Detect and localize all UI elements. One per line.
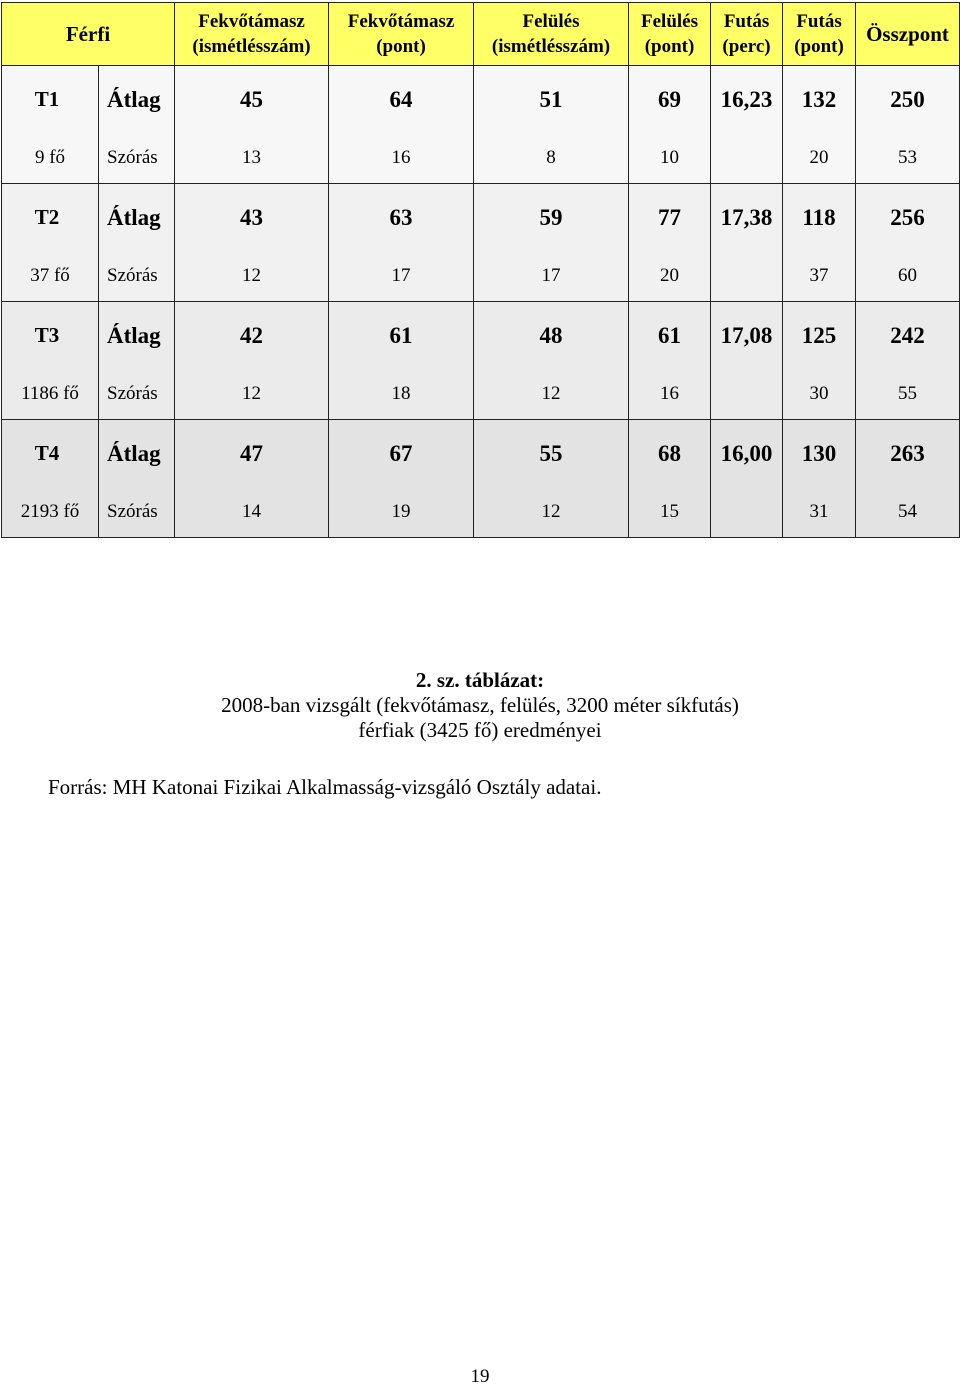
group-count: 2193 fő	[2, 487, 99, 538]
header-text: (ismétlésszám)	[192, 36, 311, 57]
table-row-sd	[2, 133, 960, 184]
table-row-mean	[2, 302, 960, 370]
sd-label: Szórás	[99, 251, 175, 302]
caption-line-1: 2008-ban vizsgált (fekvőtámasz, felülés, 3200 méter síkfutás)	[221, 693, 739, 717]
sd-cell: 20	[783, 133, 856, 184]
header-text: Férfi	[65, 21, 111, 46]
mean-cell: 43	[175, 184, 329, 252]
mean-cell: 61	[329, 302, 474, 370]
group-label: T3	[2, 302, 99, 370]
page-number: 19	[470, 1366, 490, 1387]
mean-cell: 250	[856, 66, 960, 134]
mean-cell: 61	[629, 302, 711, 370]
mean-cell: 67	[329, 420, 474, 488]
sd-cell: 18	[329, 369, 474, 420]
header-situp-reps	[474, 3, 629, 66]
sd-cell: 12	[474, 487, 629, 538]
sd-cell: 8	[474, 133, 629, 184]
table-row-sd	[2, 251, 960, 302]
group-label: T2	[2, 184, 99, 252]
mean-cell: 130	[783, 420, 856, 488]
group-label: T1	[2, 66, 99, 134]
sd-cell: 16	[329, 133, 474, 184]
sd-cell: 54	[856, 487, 960, 538]
mean-cell: 63	[329, 184, 474, 252]
sd-cell: 15	[629, 487, 711, 538]
sd-label: Szórás	[99, 487, 175, 538]
header-situp-points	[629, 3, 711, 66]
table-caption	[0, 668, 960, 743]
mean-cell: 17,08	[711, 302, 783, 370]
sd-cell: 13	[175, 133, 329, 184]
mean-cell: 16,23	[711, 66, 783, 134]
mean-cell: 64	[329, 66, 474, 134]
sd-cell: 17	[329, 251, 474, 302]
sd-cell: 30	[783, 369, 856, 420]
header-pushup-points	[329, 3, 474, 66]
sd-cell: 31	[783, 487, 856, 538]
mean-label: Átlag	[99, 184, 175, 252]
sd-cell: 12	[175, 251, 329, 302]
mean-label: Átlag	[99, 420, 175, 488]
table-row-mean	[2, 66, 960, 134]
mean-cell: 256	[856, 184, 960, 252]
mean-cell: 242	[856, 302, 960, 370]
mean-cell: 77	[629, 184, 711, 252]
header-pushup-reps	[175, 3, 329, 66]
sd-cell: 53	[856, 133, 960, 184]
header-total-points	[856, 3, 960, 66]
sd-cell: 55	[856, 369, 960, 420]
group-count: 1186 fő	[2, 369, 99, 420]
mean-cell: 68	[629, 420, 711, 488]
sd-label: Szórás	[99, 369, 175, 420]
results-table	[1, 2, 960, 538]
table-body	[2, 66, 960, 538]
table-row-mean	[2, 420, 960, 488]
caption-line-2: férfiak (3425 fő) eredményei	[358, 718, 602, 742]
header-text: Fekvőtámasz	[347, 11, 455, 32]
mean-cell: 69	[629, 66, 711, 134]
sd-cell: 20	[629, 251, 711, 302]
header-text: Futás	[723, 11, 770, 32]
caption-title: 2. sz. táblázat:	[415, 668, 545, 692]
header-run-minutes	[711, 3, 783, 66]
header-text: (pont)	[376, 36, 426, 57]
header-text: Felülés	[522, 11, 580, 32]
mean-cell: 42	[175, 302, 329, 370]
sd-cell: 37	[783, 251, 856, 302]
sd-cell: 10	[629, 133, 711, 184]
mean-cell: 55	[474, 420, 629, 488]
header-text: Összpont	[866, 21, 949, 46]
source-note: Forrás: MH Katonai Fizikai Alkalmasság-vizsgáló Osztály adatai.	[48, 775, 602, 799]
mean-cell: 263	[856, 420, 960, 488]
header-text: Futás	[796, 11, 842, 32]
mean-label: Átlag	[99, 302, 175, 370]
header-text: (ismétlésszám)	[491, 36, 611, 57]
mean-cell: 45	[175, 66, 329, 134]
mean-cell: 16,00	[711, 420, 783, 488]
sd-cell: 16	[629, 369, 711, 420]
table-header-row	[2, 3, 960, 66]
header-text: Felülés	[641, 11, 699, 32]
mean-cell: 125	[783, 302, 856, 370]
mean-cell: 59	[474, 184, 629, 252]
mean-label: Átlag	[99, 66, 175, 134]
table-row-sd	[2, 369, 960, 420]
sd-cell	[711, 487, 783, 538]
header-text: (pont)	[794, 36, 844, 57]
sd-cell: 14	[175, 487, 329, 538]
mean-cell: 48	[474, 302, 629, 370]
header-text: (perc)	[722, 36, 771, 57]
group-count: 9 fő	[2, 133, 99, 184]
header-text: (pont)	[644, 36, 695, 57]
mean-cell: 17,38	[711, 184, 783, 252]
table-row-mean	[2, 184, 960, 252]
header-text: Fekvőtámasz	[198, 11, 305, 32]
header-run-points	[783, 3, 856, 66]
sd-label: Szórás	[99, 133, 175, 184]
sd-cell: 60	[856, 251, 960, 302]
sd-cell: 19	[329, 487, 474, 538]
mean-cell: 51	[474, 66, 629, 134]
sd-cell	[711, 133, 783, 184]
group-label: T4	[2, 420, 99, 488]
sd-cell: 17	[474, 251, 629, 302]
table-row-sd	[2, 487, 960, 538]
mean-cell: 118	[783, 184, 856, 252]
sd-cell: 12	[175, 369, 329, 420]
mean-cell: 132	[783, 66, 856, 134]
group-count: 37 fő	[2, 251, 99, 302]
sd-cell	[711, 369, 783, 420]
sd-cell: 12	[474, 369, 629, 420]
sd-cell	[711, 251, 783, 302]
header-ferfi	[2, 3, 175, 66]
mean-cell: 47	[175, 420, 329, 488]
